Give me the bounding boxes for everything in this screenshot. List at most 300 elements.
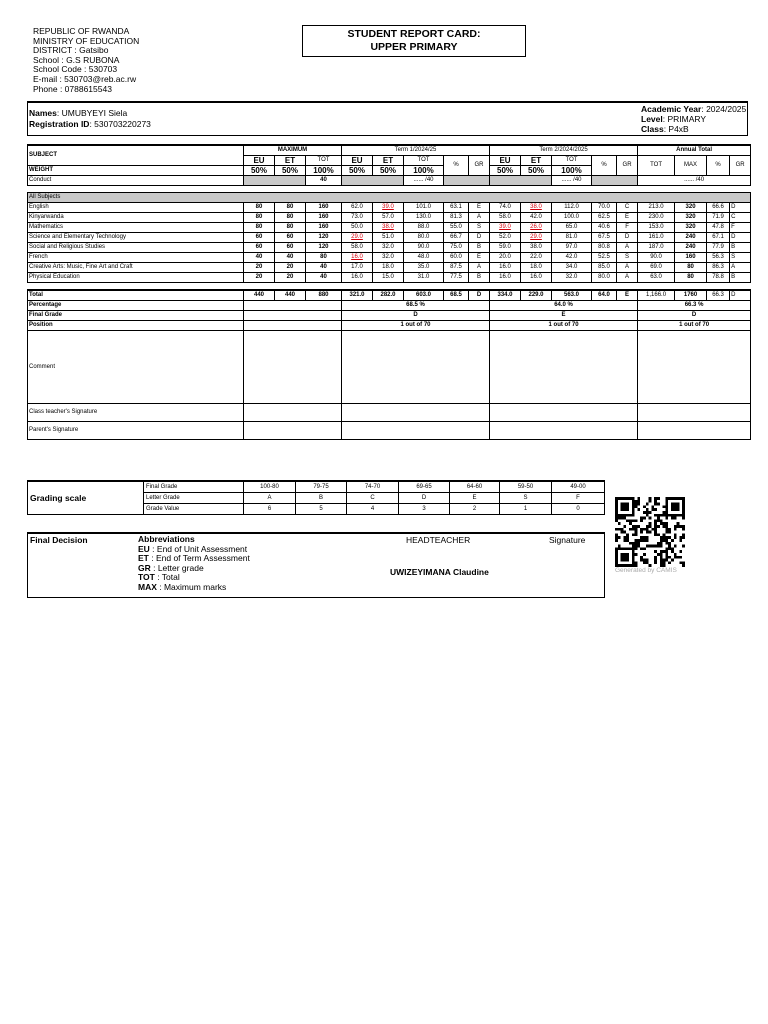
subject-t2et-cell: 38.0: [521, 243, 552, 253]
conduct-t1: ...... /40: [404, 176, 444, 186]
teacher-sig-annual: [638, 404, 751, 422]
total-t1eu-cell: 321.0: [342, 290, 373, 301]
subject-t2tot-cell: 34.0: [552, 263, 592, 273]
final-grade-label: Final Grade: [28, 311, 244, 321]
subject-meu-cell: 80: [244, 203, 275, 213]
subject-t2et-cell: [521, 233, 552, 243]
subject-atot-cell: 213.0: [638, 203, 675, 213]
district: DISTRICT : Gatsibo: [33, 45, 109, 56]
spacer: [28, 283, 751, 291]
abbreviation-item: ET : End of Term Assessment: [138, 553, 250, 564]
total-mtot-cell: 880: [306, 290, 342, 301]
abbreviations-title: Abbreviations: [138, 534, 195, 544]
subject-ag-cell: C: [730, 213, 751, 223]
subject-t1g-cell: A: [469, 263, 490, 273]
subject-t1g-cell: A: [469, 213, 490, 223]
subject-name: Science and Elementary Technology: [28, 233, 244, 243]
headteacher-name: UWIZEYIMANA Claudine: [390, 567, 489, 577]
weight-t2-et: 50%: [521, 166, 552, 176]
subject-t1p-cell: 75.0: [444, 243, 469, 253]
subject-t1et-cell: 15.0: [373, 273, 404, 283]
subject-atot-cell: 90.0: [638, 253, 675, 263]
subject-atot-cell: 153.0: [638, 223, 675, 233]
subject-t1eu-cell: 50.0: [342, 223, 373, 233]
subject-t2g-cell: D: [617, 233, 638, 243]
subject-t2tot-cell: 42.0: [552, 253, 592, 263]
max-tot-header: TOT: [306, 156, 342, 166]
subject-t1p-cell: 66.7: [444, 233, 469, 243]
subject-t1eu-cell: [342, 233, 373, 243]
subject-row: [28, 203, 751, 213]
total-met-cell: 440: [275, 290, 306, 301]
t1-pct-header: %: [444, 156, 469, 176]
annual-gr-header: GR: [730, 156, 751, 176]
abbreviation-item: EU : End of Unit Assessment: [138, 543, 248, 554]
final-grade-annual: D: [638, 311, 751, 321]
below-average-mark: 29.0: [530, 234, 542, 240]
grading-cell: 0: [552, 504, 605, 515]
subject-amax-cell: 320: [675, 203, 707, 213]
grading-cell: E: [450, 493, 500, 504]
total-label: Total: [28, 290, 244, 301]
subject-t2g-cell: C: [617, 203, 638, 213]
subject-name: English: [28, 203, 244, 213]
subject-t2p-cell: 40.6: [592, 223, 617, 233]
subject-t2p-cell: 67.5: [592, 233, 617, 243]
subject-t1eu-cell: [342, 253, 373, 263]
subject-ap-cell: 67.1: [707, 233, 730, 243]
spacer: [28, 186, 751, 193]
subject-t1p-cell: 81.3: [444, 213, 469, 223]
school-email: E-mail : 530703@reb.ac.rw: [33, 73, 137, 84]
headteacher-label: HEADTEACHER: [406, 535, 471, 545]
conduct-max: 40: [306, 176, 342, 186]
total-ag-cell: D: [730, 290, 751, 301]
grading-cell: 74-70: [347, 481, 399, 493]
subject-t1p-cell: 55.0: [444, 223, 469, 233]
subject-t2p-cell: 80.8: [592, 243, 617, 253]
subject-mtot-cell: 120: [306, 243, 342, 253]
t2-tot-header: TOT: [552, 156, 592, 166]
total-t1tot-cell: 603.0: [404, 290, 444, 301]
below-average-mark: 39.0: [382, 204, 394, 210]
grading-cell: 100-80: [244, 481, 296, 493]
weight-t2-tot: 100%: [552, 166, 592, 176]
parent-sig-t1: [342, 422, 490, 440]
teacher-sig-t2: [490, 404, 638, 422]
subject-amax-cell: 320: [675, 223, 707, 233]
subject-t2g-cell: S: [617, 253, 638, 263]
school-info: [33, 27, 139, 94]
subject-row: [28, 273, 751, 283]
grading-cell: S: [500, 493, 552, 504]
subject-t2g-cell: A: [617, 243, 638, 253]
subject-t2et-cell: 42.0: [521, 213, 552, 223]
conduct-annual: ...... /40: [638, 176, 751, 186]
total-t2eu-cell: 334.0: [490, 290, 521, 301]
subject-mtot-cell: 120: [306, 233, 342, 243]
conduct-gray-1: [244, 176, 306, 186]
subject-ap-cell: 66.6: [707, 203, 730, 213]
grading-row-label: Letter Grade: [144, 493, 244, 504]
final-decision-box: [27, 532, 605, 598]
comment-annual: [638, 331, 751, 404]
subject-ap-cell: 47.8: [707, 223, 730, 233]
conduct-gray-2: [342, 176, 404, 186]
subject-t1et-cell: [373, 223, 404, 233]
subject-row: [28, 263, 751, 273]
position-row: [28, 321, 751, 331]
subject-ag-cell: S: [730, 253, 751, 263]
below-average-mark: 16.0: [351, 254, 363, 260]
weight-max-et: 50%: [275, 166, 306, 176]
conduct-gray-3: [444, 176, 490, 186]
t2-eu-header: EU: [490, 156, 521, 166]
subject-t1tot-cell: 80.0: [404, 233, 444, 243]
grading-cell: 69-65: [399, 481, 450, 493]
grading-cell: 5: [296, 504, 347, 515]
term1-header: Term 1/2024/25: [342, 145, 490, 156]
subject-t1eu-cell: 16.0: [342, 273, 373, 283]
subject-meu-cell: 80: [244, 213, 275, 223]
subject-amax-cell: 80: [675, 273, 707, 283]
subject-t2p-cell: 70.0: [592, 203, 617, 213]
position-label: Position: [28, 321, 244, 331]
below-average-mark: 29.0: [351, 234, 363, 240]
abbreviation-item: GR : Letter grade: [138, 562, 204, 573]
subject-t1tot-cell: 35.0: [404, 263, 444, 273]
subject-t2g-cell: F: [617, 223, 638, 233]
total-row: [28, 290, 751, 301]
subject-amax-cell: 240: [675, 243, 707, 253]
subject-t1eu-cell: 58.0: [342, 243, 373, 253]
weight-max-tot: 100%: [306, 166, 342, 176]
subject-mtot-cell: 40: [306, 263, 342, 273]
conduct-t2: ...... /40: [552, 176, 592, 186]
subject-ag-cell: B: [730, 243, 751, 253]
student-names: Names: UMUBYEYI Siela: [29, 108, 128, 118]
subject-t2et-cell: 22.0: [521, 253, 552, 263]
subject-t1et-cell: 51.0: [373, 233, 404, 243]
max-et-header: ET: [275, 156, 306, 166]
subject-t2p-cell: 52.5: [592, 253, 617, 263]
subject-t1tot-cell: 31.0: [404, 273, 444, 283]
ministry: MINISTRY OF EDUCATION: [33, 35, 140, 46]
subject-row: [28, 213, 751, 223]
abbreviations: [138, 535, 250, 593]
grading-cell: 79-75: [296, 481, 347, 493]
subject-t2et-cell: 18.0: [521, 263, 552, 273]
total-t1p-cell: 68.5: [444, 290, 469, 301]
t2-pct-header: %: [592, 156, 617, 176]
subject-t2g-cell: A: [617, 273, 638, 283]
parent-sig-t2: [490, 422, 638, 440]
parent-sig-blank: [244, 422, 342, 440]
abbreviation-item: TOT : Total: [138, 572, 180, 583]
conduct-label: Conduct: [28, 176, 244, 186]
total-t1et-cell: 282.0: [373, 290, 404, 301]
below-average-mark: 26.0: [530, 224, 542, 230]
subject-amax-cell: 80: [675, 263, 707, 273]
subject-t1tot-cell: 88.0: [404, 223, 444, 233]
grading-cell: B: [296, 493, 347, 504]
final-grade-row: [28, 311, 751, 321]
grading-cell: 4: [347, 504, 399, 515]
total-t2tot-cell: 563.0: [552, 290, 592, 301]
annual-header: Annual Total: [638, 145, 751, 156]
abbreviations-list: [138, 545, 250, 593]
subject-t1p-cell: 60.0: [444, 253, 469, 263]
subject-ap-cell: 71.9: [707, 213, 730, 223]
subject-meu-cell: 20: [244, 273, 275, 283]
school-phone: Phone : 0788615543: [33, 83, 112, 94]
report-title-box: [302, 25, 526, 57]
subject-ap-cell: 56.3: [707, 253, 730, 263]
subject-met-cell: 40: [275, 253, 306, 263]
subject-ag-cell: F: [730, 223, 751, 233]
t2-et-header: ET: [521, 156, 552, 166]
generated-by-caption: Generated by CAMIS: [615, 567, 677, 574]
weight-t1-tot: 100%: [404, 166, 444, 176]
subject-mtot-cell: 80: [306, 253, 342, 263]
subject-row: [28, 243, 751, 253]
t2-gr-header: GR: [617, 156, 638, 176]
subject-atot-cell: 161.0: [638, 233, 675, 243]
percentage-label: Percentage: [28, 301, 244, 311]
final-grade-t2: E: [490, 311, 638, 321]
subject-met-cell: 60: [275, 243, 306, 253]
subject-ag-cell: A: [730, 263, 751, 273]
subject-t2g-cell: A: [617, 263, 638, 273]
grading-row-label: Final Grade: [144, 481, 244, 493]
student-level: Level: PRIMARY: [641, 114, 707, 124]
weight-t1-eu: 50%: [342, 166, 373, 176]
percentage-blank: [244, 301, 342, 311]
subject-t1et-cell: 32.0: [373, 253, 404, 263]
total-t1g-cell: D: [469, 290, 490, 301]
subject-t2et-cell: [521, 223, 552, 233]
student-class: Class: P4xB: [641, 124, 689, 134]
conduct-gray-5: [592, 176, 638, 186]
report-title-line2: UPPER PRIMARY: [370, 41, 458, 53]
report-title-line1: STUDENT REPORT CARD:: [347, 28, 481, 40]
percentage-t2: 64.0 %: [490, 301, 638, 311]
total-atot-cell: 1,166.0: [638, 290, 675, 301]
subject-header: SUBJECT: [28, 145, 244, 166]
grading-cell: 3: [399, 504, 450, 515]
qr-code: [615, 497, 685, 567]
below-average-mark: 38.0: [530, 204, 542, 210]
subject-ag-cell: D: [730, 233, 751, 243]
grading-row-label: Grade Value: [144, 504, 244, 515]
position-t1: 1 out of 70: [342, 321, 490, 331]
subject-meu-cell: 60: [244, 233, 275, 243]
percentage-annual: 66.3 %: [638, 301, 751, 311]
subject-t1tot-cell: 101.0: [404, 203, 444, 213]
student-info-box: [27, 101, 748, 136]
grading-cell: C: [347, 493, 399, 504]
subject-t2eu-cell: 16.0: [490, 273, 521, 283]
grading-cell: 64-60: [450, 481, 500, 493]
all-subjects-label: All Subjects: [28, 193, 751, 203]
subject-mtot-cell: 160: [306, 213, 342, 223]
subject-t2tot-cell: 32.0: [552, 273, 592, 283]
final-grade-t1: D: [342, 311, 490, 321]
all-subjects-row: [28, 193, 751, 203]
subject-t2p-cell: 85.0: [592, 263, 617, 273]
grading-row: [28, 481, 605, 493]
subject-amax-cell: 320: [675, 213, 707, 223]
total-t2et-cell: 229.0: [521, 290, 552, 301]
subject-t1eu-cell: 73.0: [342, 213, 373, 223]
annual-max-header: MAX: [675, 156, 707, 176]
subject-t2et-cell: 16.0: [521, 273, 552, 283]
subject-t1p-cell: 87.5: [444, 263, 469, 273]
subject-atot-cell: 69.0: [638, 263, 675, 273]
subject-t1g-cell: E: [469, 203, 490, 213]
subject-t1eu-cell: 62.0: [342, 203, 373, 213]
subject-t2tot-cell: 81.0: [552, 233, 592, 243]
teacher-sig-blank: [244, 404, 342, 422]
signature-label: Signature: [549, 535, 586, 545]
subject-ag-cell: D: [730, 203, 751, 213]
total-t2g-cell: E: [617, 290, 638, 301]
comment-row: [28, 331, 751, 404]
grading-cell: A: [244, 493, 296, 504]
subject-t1g-cell: E: [469, 253, 490, 263]
subject-atot-cell: 230.0: [638, 213, 675, 223]
comment-blank: [244, 331, 342, 404]
subject-t2tot-cell: 112.0: [552, 203, 592, 213]
subject-amax-cell: 240: [675, 233, 707, 243]
subject-atot-cell: 187.0: [638, 243, 675, 253]
subject-t1p-cell: 77.5: [444, 273, 469, 283]
subject-t1p-cell: 63.1: [444, 203, 469, 213]
below-average-mark: 39.0: [499, 224, 511, 230]
weight-t1-et: 50%: [373, 166, 404, 176]
subject-row: [28, 253, 751, 263]
subject-met-cell: 20: [275, 273, 306, 283]
t1-tot-header: TOT: [404, 156, 444, 166]
comment-t2: [490, 331, 638, 404]
spacer-row: [28, 186, 751, 193]
max-eu-header: EU: [244, 156, 275, 166]
subject-meu-cell: 80: [244, 223, 275, 233]
subject-t2et-cell: [521, 203, 552, 213]
subject-t2tot-cell: 97.0: [552, 243, 592, 253]
subject-t1tot-cell: 48.0: [404, 253, 444, 263]
subject-t1g-cell: S: [469, 223, 490, 233]
position-annual: 1 out of 70: [638, 321, 751, 331]
grading-cell: 6: [244, 504, 296, 515]
subject-t2eu-cell: 59.0: [490, 243, 521, 253]
teacher-sig-t1: [342, 404, 490, 422]
below-average-mark: 38.0: [382, 224, 394, 230]
subject-name: French: [28, 253, 244, 263]
subject-atot-cell: 63.0: [638, 273, 675, 283]
subject-t1g-cell: D: [469, 233, 490, 243]
subject-meu-cell: 20: [244, 263, 275, 273]
subject-name: Social and Religious Studies: [28, 243, 244, 253]
subject-name: Mathematics: [28, 223, 244, 233]
percentage-t1: 68.5 %: [342, 301, 490, 311]
parent-signature-row: [28, 422, 751, 440]
subject-t2p-cell: 62.5: [592, 213, 617, 223]
teacher-signature-row: [28, 404, 751, 422]
subject-ap-cell: 77.9: [707, 243, 730, 253]
subject-t1et-cell: 32.0: [373, 243, 404, 253]
marks-table: [27, 144, 751, 440]
t1-gr-header: GR: [469, 156, 490, 176]
comment-t1: [342, 331, 490, 404]
subject-mtot-cell: 40: [306, 273, 342, 283]
comment-label: Comment: [28, 331, 244, 404]
term2-header: Term 2/2024/2025: [490, 145, 638, 156]
final-decision-title: Final Decision: [30, 535, 88, 545]
subject-ap-cell: 78.8: [707, 273, 730, 283]
position-blank: [244, 321, 342, 331]
conduct-gray-4: [490, 176, 552, 186]
subject-t2tot-cell: 100.0: [552, 213, 592, 223]
subject-met-cell: 60: [275, 233, 306, 243]
subject-t2eu-cell: 58.0: [490, 213, 521, 223]
percentage-row: [28, 301, 751, 311]
abbreviation-item: MAX : Maximum marks: [138, 581, 227, 592]
grading-cell: 2: [450, 504, 500, 515]
subject-t1et-cell: 57.0: [373, 213, 404, 223]
subject-row: [28, 223, 751, 233]
student-regid: Registration ID: 530703220273: [29, 119, 151, 129]
grading-scale-title: Grading scale: [28, 481, 144, 515]
subject-meu-cell: 60: [244, 243, 275, 253]
subject-amax-cell: 160: [675, 253, 707, 263]
grading-cell: 49-00: [552, 481, 605, 493]
grading-cell: D: [399, 493, 450, 504]
subject-t1tot-cell: 130.0: [404, 213, 444, 223]
spacer-row-2: [28, 283, 751, 291]
grading-scale-table: [27, 480, 605, 515]
subject-mtot-cell: 160: [306, 203, 342, 213]
subject-t2eu-cell: [490, 223, 521, 233]
weight-max-eu: 50%: [244, 166, 275, 176]
subject-name: Physical Education: [28, 273, 244, 283]
subject-met-cell: 20: [275, 263, 306, 273]
conduct-row: [28, 176, 751, 186]
subject-meu-cell: 40: [244, 253, 275, 263]
annual-tot-header: TOT: [638, 156, 675, 176]
subject-t2tot-cell: 65.0: [552, 223, 592, 233]
total-t2p-cell: 64.0: [592, 290, 617, 301]
total-ap-cell: 66.3: [707, 290, 730, 301]
subject-ap-cell: 86.3: [707, 263, 730, 273]
subject-t1eu-cell: 17.0: [342, 263, 373, 273]
subject-t1et-cell: [373, 203, 404, 213]
weight-t2-eu: 50%: [490, 166, 521, 176]
header-row-1: [28, 145, 751, 156]
school-code: School Code : 530703: [33, 64, 118, 75]
subject-name: Kinyarwanda: [28, 213, 244, 223]
parent-signature-label: Parent's Signature: [28, 422, 244, 440]
subject-t1g-cell: B: [469, 243, 490, 253]
grading-cell: F: [552, 493, 605, 504]
subject-t2eu-cell: 20.0: [490, 253, 521, 263]
subject-met-cell: 80: [275, 213, 306, 223]
academic-year: Academic Year: 2024/2025: [641, 104, 747, 114]
position-t2: 1 out of 70: [490, 321, 638, 331]
subject-t2eu-cell: 52.0: [490, 233, 521, 243]
subject-t2g-cell: E: [617, 213, 638, 223]
annual-pct-header: %: [707, 156, 730, 176]
